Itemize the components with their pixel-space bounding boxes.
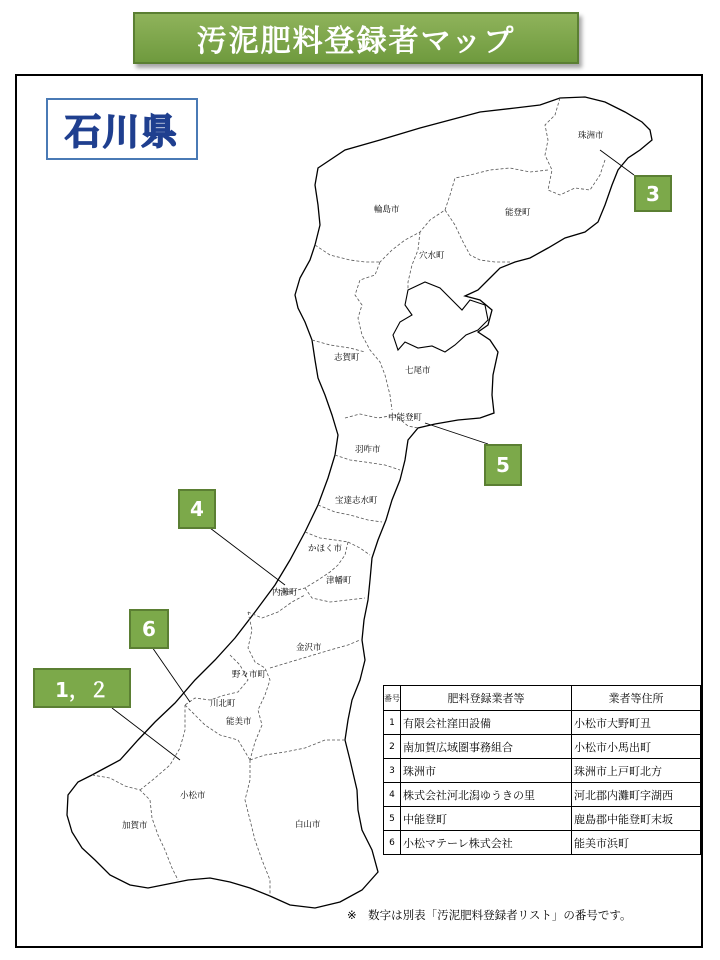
marker-5-label: 5 bbox=[496, 453, 510, 477]
marker-1-2 bbox=[33, 668, 131, 708]
row-name: 中能登町 bbox=[401, 807, 572, 831]
row-name: 株式会社河北潟ゆうきの里 bbox=[401, 783, 572, 807]
header-address: 業者等住所 bbox=[572, 686, 701, 711]
table-row bbox=[384, 735, 701, 759]
row-num: 3 bbox=[384, 759, 401, 783]
registrant-table bbox=[383, 685, 701, 855]
muni-label-kawakita: 川北町 bbox=[210, 699, 236, 709]
row-address: 鹿島郡中能登町末坂 bbox=[572, 807, 701, 831]
marker-6-label: 6 bbox=[142, 617, 156, 641]
header-num: 番号 bbox=[384, 686, 401, 711]
row-num: 6 bbox=[384, 831, 401, 855]
muni-label-anamizu: 穴水町 bbox=[419, 251, 445, 261]
marker-3-label: 3 bbox=[646, 181, 660, 206]
muni-label-kaga: 加賀市 bbox=[122, 821, 148, 831]
row-address: 珠洲市上戸町北方 bbox=[572, 759, 701, 783]
leader-line-6 bbox=[152, 647, 190, 702]
muni-label-komatsu: 小松市 bbox=[180, 791, 206, 801]
table-row bbox=[384, 711, 701, 735]
muni-label-noto: 能登町 bbox=[505, 208, 531, 218]
row-address: 小松市大野町丑 bbox=[572, 711, 701, 735]
row-num: 4 bbox=[384, 783, 401, 807]
marker-3 bbox=[634, 175, 672, 212]
muni-label-wajima: 輪島市 bbox=[374, 205, 400, 215]
muni-label-kahoku: かほく市 bbox=[308, 544, 343, 554]
muni-label-kanazawa: 金沢市 bbox=[296, 643, 322, 653]
muni-label-hodatsushimizu: 宝達志水町 bbox=[335, 496, 378, 506]
muni-label-tsubata: 津幡町 bbox=[326, 576, 352, 586]
header-name: 肥料登録業者等 bbox=[401, 686, 572, 711]
footnote: ※ 数字は別表「汚泥肥料登録者リスト」の番号です。 bbox=[347, 908, 632, 922]
table-header-row bbox=[384, 686, 701, 711]
muni-label-hakui: 羽咋市 bbox=[355, 445, 381, 455]
table-row bbox=[384, 831, 701, 855]
muni-label-nanao: 七尾市 bbox=[405, 366, 431, 376]
muni-label-hakusan: 白山市 bbox=[295, 820, 321, 830]
page-title: 汚泥肥料登録者マップ bbox=[196, 24, 516, 59]
marker-1-2-label: 1，２ bbox=[55, 677, 109, 702]
table-row bbox=[384, 807, 701, 831]
row-name: 有限会社窪田設備 bbox=[401, 711, 572, 735]
row-num: 1 bbox=[384, 711, 401, 735]
muni-label-nomi: 能美市 bbox=[226, 717, 252, 727]
marker-5 bbox=[484, 444, 522, 486]
muni-label-uchinada: 内灘町 bbox=[272, 588, 298, 598]
marker-4-label: 4 bbox=[190, 497, 204, 521]
leader-line-4 bbox=[210, 528, 285, 585]
marker-4 bbox=[178, 489, 216, 529]
muni-label-nonoichi: 野々市町 bbox=[232, 670, 267, 680]
muni-label-nakanoto: 中能登町 bbox=[388, 413, 423, 423]
marker-6 bbox=[129, 609, 169, 649]
row-num: 2 bbox=[384, 735, 401, 759]
row-name: 南加賀広域圏事務組合 bbox=[401, 735, 572, 759]
row-address: 小松市小馬出町 bbox=[572, 735, 701, 759]
muni-label-shika: 志賀町 bbox=[334, 353, 360, 363]
muni-label-suzu: 珠洲市 bbox=[578, 131, 604, 141]
row-address: 河北郡内灘町字湖西 bbox=[572, 783, 701, 807]
row-name: 珠洲市 bbox=[401, 759, 572, 783]
table-row bbox=[384, 759, 701, 783]
leader-line-5 bbox=[425, 423, 488, 444]
row-address: 能美市浜町 bbox=[572, 831, 701, 855]
row-num: 5 bbox=[384, 807, 401, 831]
row-name: 小松マテーレ株式会社 bbox=[401, 831, 572, 855]
table-row bbox=[384, 783, 701, 807]
prefecture-name: 石川県 bbox=[64, 111, 179, 153]
prefecture-label-box bbox=[46, 98, 198, 160]
